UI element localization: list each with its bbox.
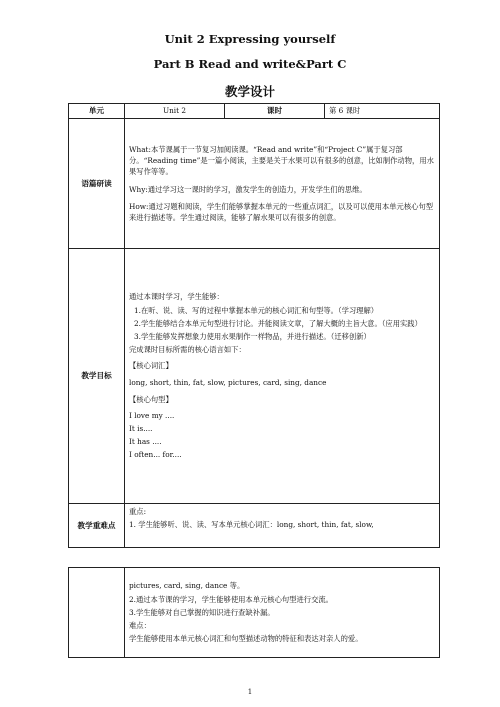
sentence-2: It is.... — [129, 423, 153, 433]
text-study-content — [125, 119, 440, 249]
difficulty-text: 学生能够使用本单元核心词汇和句型描述动物的特征和表达对亲人的爱。 — [129, 634, 363, 644]
sentence-1: I love my .... — [129, 410, 175, 420]
continued-line-2: 2.通过本节课的学习，学生能够使用本单元核心句型进行交流。 — [129, 594, 333, 604]
why-paragraph: Why:通过学习这一课时的学习，激发学生的创造力，开发学生们的思维。 — [129, 184, 367, 194]
objective-1: 1.在听、说、读、写的过程中掌握本单元的核心词汇和句型等。（学习理解） — [134, 305, 379, 315]
key-points-heading: 重点: — [129, 507, 147, 516]
period-value: 第 6 课时 — [325, 104, 440, 119]
what-paragraph: What:本节课属于一节复习加阅读课。“Read and write”和“Project C”属于复习部分。“Reading time”是一篇小阅读，主要是关于水果可以有很多的创意，比如制作动物，用水果写作等等。 — [129, 144, 434, 177]
key-points-content — [125, 504, 440, 548]
objectives-intro: 通过本课时学习，学生能够： — [129, 292, 224, 302]
sentence-4: I often... for.... — [129, 450, 182, 460]
difficulty-heading: 难点： — [129, 621, 151, 631]
document-title: Unit 2 Expressing yourself — [164, 32, 336, 46]
core-language-intro: 完成课时目标所需的核心语言如下： — [129, 345, 246, 355]
objective-2: 2.学生能够结合本单元句型进行讨论。并能阅读文章，了解大概的主旨大意。（应用实践） — [134, 318, 422, 328]
objectives-row — [69, 249, 440, 504]
continued-label-cell — [69, 568, 125, 658]
objectives-content — [125, 249, 440, 504]
how-paragraph: How:通过习题和阅读，学生们能够掌握本单元的一些重点词汇，以及可以使用本单元核心句型来进行描述等。学生通过阅读，能够了解水果可以有很多的创意。 — [129, 201, 434, 223]
objective-3: 3.学生能够发挥想象力使用水果制作一样物品，并进行描述。（迁移创新） — [134, 332, 371, 342]
continued-line-1: pictures, card, sing, dance 等。 — [129, 581, 245, 591]
sentence-heading: 【核心句型】 — [129, 395, 173, 405]
text-study-label: 语篇研读 — [69, 119, 125, 249]
lesson-plan-table — [68, 103, 440, 548]
continued-row — [69, 568, 440, 658]
page-number: 1 — [247, 688, 253, 696]
text-study-row — [69, 119, 440, 249]
sentence-3: It has .... — [129, 437, 162, 447]
document-subtitle: Part B Read and write&Part C — [153, 57, 347, 71]
continued-table — [68, 567, 440, 658]
vocab-heading: 【核心词汇】 — [129, 360, 173, 370]
key-points-row — [69, 504, 440, 548]
key-point-1: 1. 学生能够听、说、读、写本单元核心词汇：long, short, thin, fat, slow, — [129, 520, 374, 530]
objectives-label: 教学目标 — [69, 249, 125, 504]
key-points-label: 教学重难点 — [69, 504, 125, 548]
unit-label: 单元 — [69, 104, 125, 119]
header-row — [69, 104, 440, 119]
period-label: 课时 — [225, 104, 325, 119]
unit-value: Unit 2 — [125, 104, 225, 119]
document-heading: 教学设计 — [224, 84, 275, 99]
continued-content — [125, 568, 440, 658]
continued-line-3: 3.学生能够对自己掌握的知识进行查缺补漏。 — [129, 607, 275, 617]
vocab-list: long, short, thin, fat, slow, pictures, card, sing, dance — [129, 378, 327, 387]
